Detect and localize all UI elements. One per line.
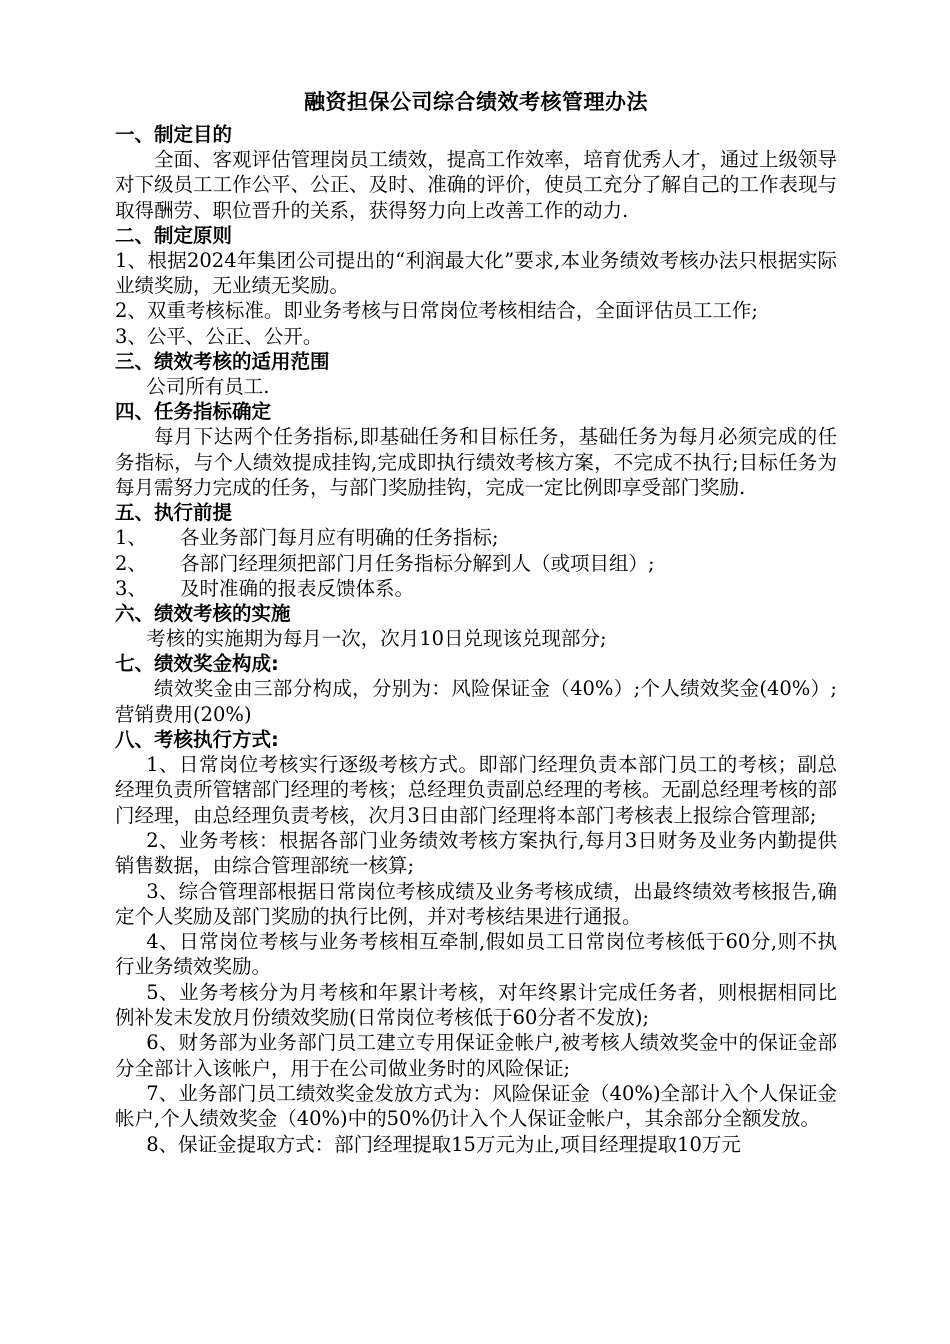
section-heading: 八、考核执行方式: [115, 728, 279, 752]
list-number: 1、 [115, 526, 147, 550]
list-number: 2、 [115, 551, 147, 575]
section-paragraph: 2、业务考核：根据各部门业务绩效考核方案执行,每月3日财务及业务内勤提供销售数据，由综合管理部统一核算; [115, 828, 837, 878]
section-paragraph: 1、根据2024年集团公司提出的“利润最大化”要求,本业务绩效考核办法只根据实际业绩奖励，无业绩无奖励。 [115, 248, 837, 298]
section-heading: 三、绩效考核的适用范围 [115, 350, 330, 374]
section-paragraph: 7、业务部门员工绩效奖金发放方式为：风险保证金（40%)全部计入个人保证金帐户,个人绩效奖金（40%)中的50%仍计入个人保证金帐户，其余部分全额发放。 [115, 1081, 837, 1131]
list-item [115, 576, 837, 601]
section-heading: 六、绩效考核的实施 [115, 602, 291, 626]
section-paragraph: 6、财务部为业务部门员工建立专用保证金帐户,被考核人绩效奖金中的保证金部分全部计入该帐户，用于在公司做业务时的风险保证; [115, 1031, 837, 1080]
section-paragraph: 3、公平、公正、公开。 [115, 324, 323, 348]
section-paragraph: 全面、客观评估管理岗员工绩效，提高工作效率，培育优秀人才，通过上级领导对下级员工工作公平、公正、及时、准确的评价，使员工充分了解自己的工作表现与取得酬劳、职位晋升的关系，获得努力向上改善工作的动力. [115, 148, 837, 222]
list-item [115, 551, 837, 576]
section-heading: 四、任务指标确定 [115, 400, 272, 424]
section-paragraph: 1、日常岗位考核实行逐级考核方式。即部门经理负责本部门员工的考核；副总经理负责所管辖部门经理的考核；总经理负责副总经理的考核。无副总经理考核的部门经理，由总经理负责考核，次月3日由部门经理将本部门考核表上报综合管理部; [115, 753, 837, 827]
section-heading: 一、制定目的 [115, 123, 233, 146]
section-paragraph: 绩效奖金由三部分构成，分别为：风险保证金（40%）;个人绩效奖金(40%）;营销费用(20%) [115, 677, 837, 726]
section-heading: 二、制定原则 [115, 223, 233, 247]
section-paragraph: 考核的实施期为每月一次，次月10日兑现该兑现部分; [146, 627, 607, 651]
list-text: 及时准确的报表反馈体系。 [180, 576, 415, 600]
document-page [115, 88, 837, 1157]
list-item [115, 525, 837, 550]
section-paragraph: 3、综合管理部根据日常岗位考核成绩及业务考核成绩，出最终绩效考核报告,确定个人奖励及部门奖励的执行比例，并对考核结果进行通报。 [115, 879, 837, 928]
section-paragraph: 公司所有员工. [146, 375, 270, 399]
section-paragraph: 2、双重考核标准。即业务考核与日常岗位考核相结合，全面评估员工工作; [115, 299, 758, 323]
section-paragraph: 8、保证金提取方式：部门经理提取15万元为止,项目经理提取10万元 [146, 1132, 741, 1156]
list-text: 各部门经理须把部门月任务指标分解到人（或项目组）; [180, 551, 655, 575]
list-number: 3、 [115, 576, 147, 600]
section-paragraph: 5、业务考核分为月考核和年累计考核，对年终累计完成任务者，则根据相同比例补发未发放月份绩效奖励(日常岗位考核低于60分者不发放); [115, 980, 837, 1030]
section-heading: 七、绩效奖金构成: [115, 652, 279, 676]
section-heading: 五、执行前提 [115, 501, 233, 525]
list-text: 各业务部门每月应有明确的任务指标; [180, 526, 499, 550]
section-paragraph: 4、日常岗位考核与业务考核相互牵制,假如员工日常岗位考核低于60分,则不执行业务绩效奖励。 [115, 930, 837, 979]
document-title: 融资担保公司综合绩效考核管理办法 [304, 90, 648, 114]
section-paragraph: 每月下达两个任务指标,即基础任务和目标任务，基础任务为每月必须完成的任务指标，与个人绩效提成挂钩,完成即执行绩效考核方案，不完成不执行;目标任务为每月需努力完成的任务，与部门奖励挂钩，完成一定比例即享受部门奖励. [115, 425, 837, 499]
